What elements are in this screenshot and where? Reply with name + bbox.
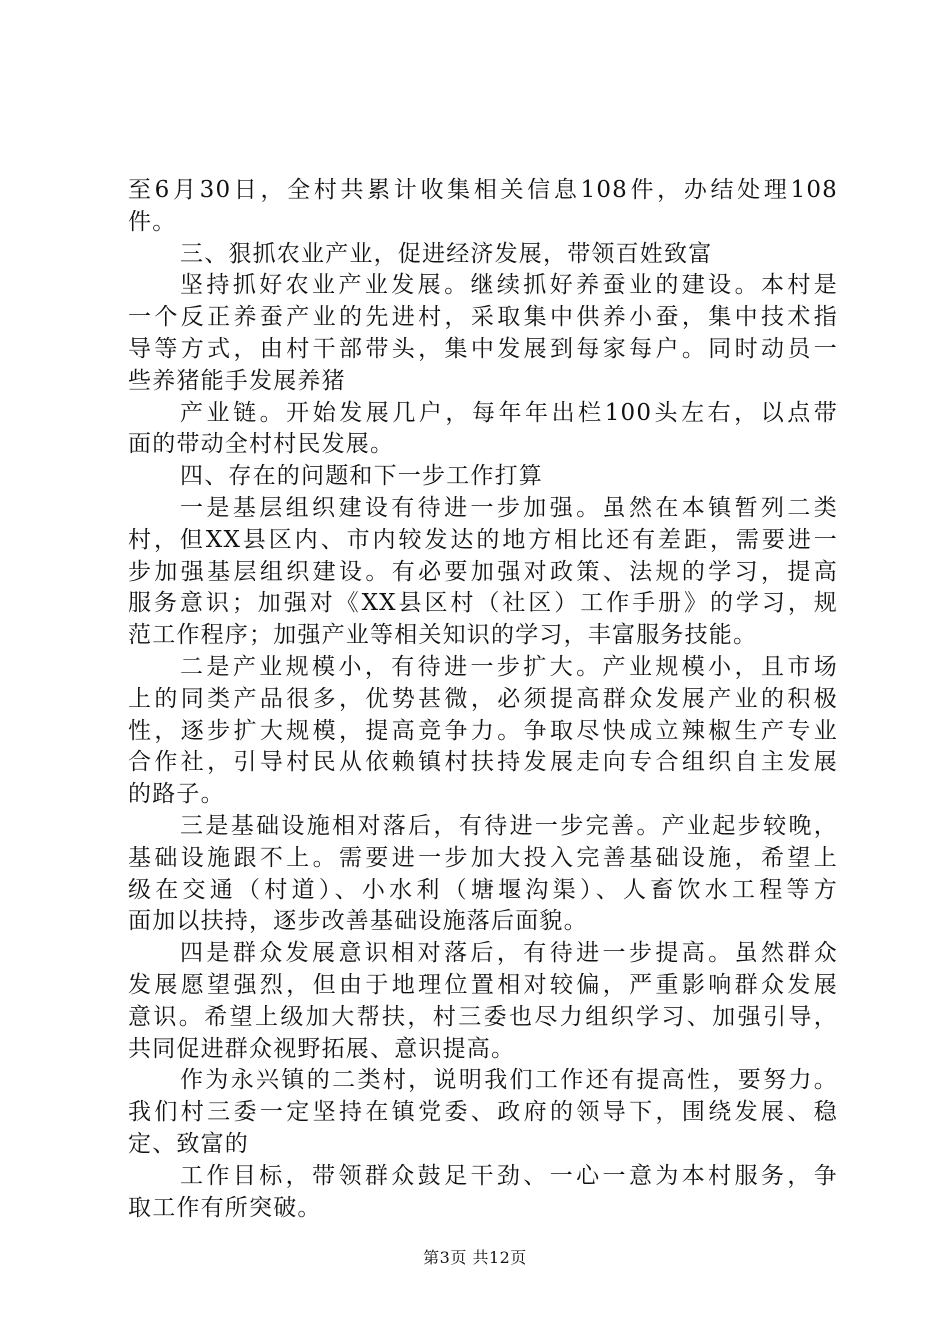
text-line: 一是基层组织建设有待进一步加强。虽然在本镇暂列二类: [180, 494, 838, 521]
text-line: 范工作程序；加强产业等相关知识的学习，丰富服务技能。: [128, 622, 758, 649]
text-line: 意识。希望上级加大帮扶，村三委也尽力组织学习、加强引导，: [128, 1003, 838, 1030]
text-line: 级在交通（村道）、小水利（塘堰沟渠）、人畜饮水工程等方: [128, 876, 838, 903]
text-line: 些养猪能手发展养猪: [128, 367, 346, 394]
text-line: 性，逐步扩大规模，提高竞争力。争取尽快成立辣椒生产专业: [128, 717, 838, 744]
text-line: 共同促进群众视野拓展、意识提高。: [128, 1035, 516, 1062]
text-line: 四是群众发展意识相对落后，有待进一步提高。虽然群众: [180, 940, 838, 967]
text-line: 上的同类产品很多，优势甚微，必须提高群众发展产业的积极: [128, 685, 838, 712]
text-line: 一个反正养蚕产业的先进村，采取集中供养小蚕，集中技术指: [128, 304, 838, 331]
text-line: 合作社，引导村民从依赖镇村扶持发展走向专合组织自主发展: [128, 749, 838, 776]
text-line: 导等方式，由村干部带头，集中发展到每家每户。同时动员一: [128, 335, 838, 362]
text-line: 产业链。开始发展几户，每年年出栏100头左右，以点带: [180, 399, 838, 426]
text-line: 至6月30日，全村共累计收集相关信息108件，办结处理108: [128, 177, 838, 203]
text-line: 作为永兴镇的二类村，说明我们工作还有提高性，要努力。: [180, 1067, 838, 1094]
text-line: 村，但XX县区内、市内较发达的地方相比还有差距，需要进一: [128, 526, 838, 553]
document-body: [128, 175, 838, 1224]
text-line: 基础设施跟不上。需要进一步加大投入完善基础设施，希望上: [128, 844, 838, 871]
text-line: 面的带动全村村民发展。: [128, 431, 395, 458]
text-line: 工作目标，带领群众鼓足干劲、一心一意为本村服务，争: [180, 1162, 838, 1189]
text-line: 件。: [128, 208, 177, 235]
text-line: 服务意识；加强对《XX县区村（社区）工作手册》的学习，规: [128, 590, 838, 617]
text-line: 的路子。: [128, 781, 225, 808]
text-line: 发展愿望强烈，但由于地理位置相对较偏，严重影响群众发展: [128, 971, 838, 998]
text-line: 三是基础设施相对落后，有待进一步完善。产业起步较晚，: [180, 812, 838, 839]
text-line: 坚持抓好农业产业发展。继续抓好养蚕业的建设。本村是: [180, 272, 838, 299]
text-line: 面加以扶持，逐步改善基础设施落后面貌。: [128, 908, 588, 935]
text-line: 取工作有所突破。: [128, 1194, 322, 1221]
text-line: 步加强基层组织建设。有必要加强对政策、法规的学习，提高: [128, 558, 838, 585]
text-line: 定、致富的: [128, 1130, 249, 1157]
text-line: 四、存在的问题和下一步工作打算: [180, 463, 543, 490]
text-line: 我们村三委一定坚持在镇党委、政府的领导下，围绕发展、稳: [128, 1099, 838, 1126]
text-line: 二是产业规模小，有待进一步扩大。产业规模小，且市场: [180, 653, 838, 680]
text-line: 三、狠抓农业产业，促进经济发展，带领百姓致富: [180, 240, 713, 267]
page-number-footer: 第3页 共12页: [423, 1248, 527, 1267]
